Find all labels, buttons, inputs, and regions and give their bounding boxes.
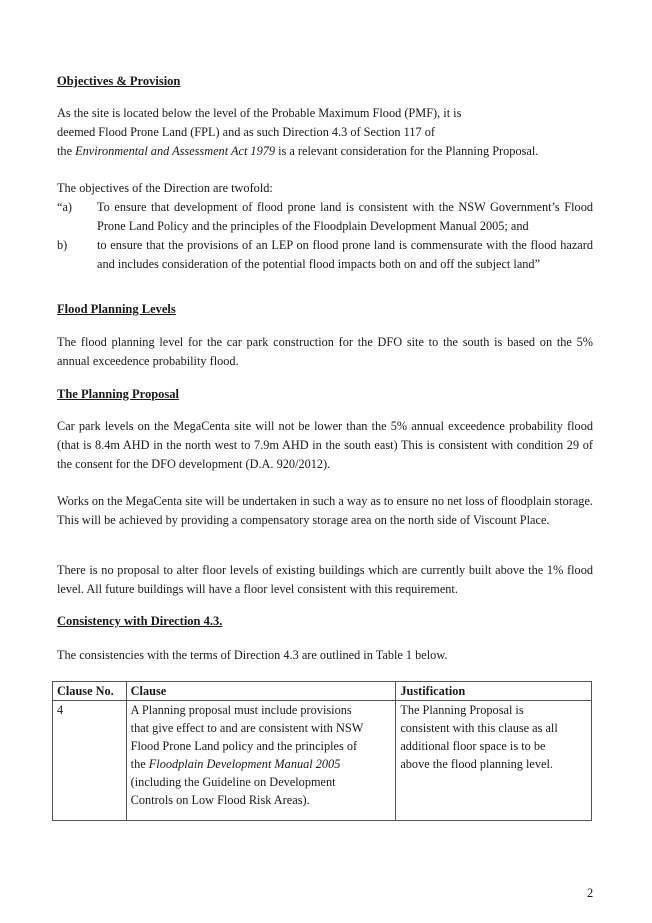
cell-line: the Floodplain Development Manual 2005: [130, 757, 341, 771]
table-row: [53, 701, 592, 821]
cell-line: The Planning Proposal is: [400, 703, 524, 717]
cell-line: consistent with this clause as all: [400, 721, 558, 735]
list-item: [57, 198, 593, 236]
objectives-paragraph: [57, 104, 593, 161]
cell-line: that give effect to and are consistent with NSW: [130, 721, 364, 735]
objectives-intro: The objectives of the Direction are twofold:: [57, 181, 273, 195]
table-header-cell: Justification: [396, 682, 592, 701]
table-cell-clause-no: 4: [53, 701, 127, 821]
flood-levels-paragraph: The flood planning level for the car park construction for the DFO site to the south is based on the 5% annual exceedence probability flood.: [57, 335, 593, 368]
objectives-list: [57, 198, 593, 274]
cell-line: Flood Prone Land policy and the principles of: [130, 739, 358, 753]
cell-line: A Planning proposal must include provisions: [130, 703, 352, 717]
list-item: [57, 236, 593, 274]
paragraph-line: deemed Flood Prone Land (FPL) and as such Direction 4.3 of Section 117 of: [57, 125, 435, 139]
heading-planning-proposal: The Planning Proposal: [57, 387, 180, 401]
table-header-cell: Clause No.: [53, 682, 127, 701]
list-marker: “a): [57, 200, 73, 214]
cell-line: (including the Guideline on Development: [130, 775, 336, 789]
planning-proposal-paragraph-1: Car park levels on the MegaCenta site will not be lower than the 5% annual exceedence probability flood (that is 8.4m AHD in the north west to 7.9m AHD in the south east) This is consistent with condition 29 of the consent for the DFO development (D.A. 920/2012).: [57, 419, 593, 471]
consistency-paragraph: The consistencies with the terms of Direction 4.3 are outlined in Table 1 below.: [57, 648, 448, 662]
heading-objectives: Objectives & Provision: [57, 74, 181, 88]
planning-proposal-paragraph-3: There is no proposal to alter floor levels of existing buildings which are currently built above the 1% flood level. All future buildings will have a floor level consistent with this requirement.: [57, 563, 593, 596]
table-cell-justification: [396, 701, 592, 821]
table-header-cell: Clause: [126, 682, 396, 701]
list-marker: b): [57, 238, 68, 252]
list-item-text: To ensure that development of flood prone land is consistent with the NSW Government’s Flood Prone Land Policy and the principles of the Floodplain Development Manual 2005; and: [97, 200, 593, 233]
planning-proposal-paragraph-2: Works on the MegaCenta site will be undertaken in such a way as to ensure no net loss of floodplain storage. This will be achieved by providing a compensatory storage area on the north side of Viscount Place.: [57, 494, 593, 527]
list-item-text: to ensure that the provisions of an LEP on flood prone land is commensurate with the flood hazard and includes consideration of the potential flood impacts both on and off the subject land”: [97, 238, 593, 271]
table-header-row: [53, 682, 592, 701]
cell-line: Controls on Low Flood Risk Areas).: [130, 793, 310, 807]
table-cell-clause: [126, 701, 396, 821]
page-number: 2: [587, 886, 594, 900]
act-title: Environmental and Assessment Act 1979: [75, 144, 276, 158]
consistency-table: [52, 681, 592, 821]
cell-line: above the flood planning level.: [400, 757, 553, 771]
cell-line: additional floor space is to be: [400, 739, 546, 753]
paragraph-line: As the site is located below the level of the Probable Maximum Flood (PMF), it is: [57, 106, 462, 120]
heading-consistency: Consistency with Direction 4.3.: [57, 614, 223, 628]
paragraph-line: the Environmental and Assessment Act 1979 is a relevant consideration for the Planning Proposal.: [57, 144, 539, 158]
heading-flood-planning-levels: Flood Planning Levels: [57, 302, 176, 316]
manual-title: Floodplain Development Manual 2005: [148, 757, 341, 771]
